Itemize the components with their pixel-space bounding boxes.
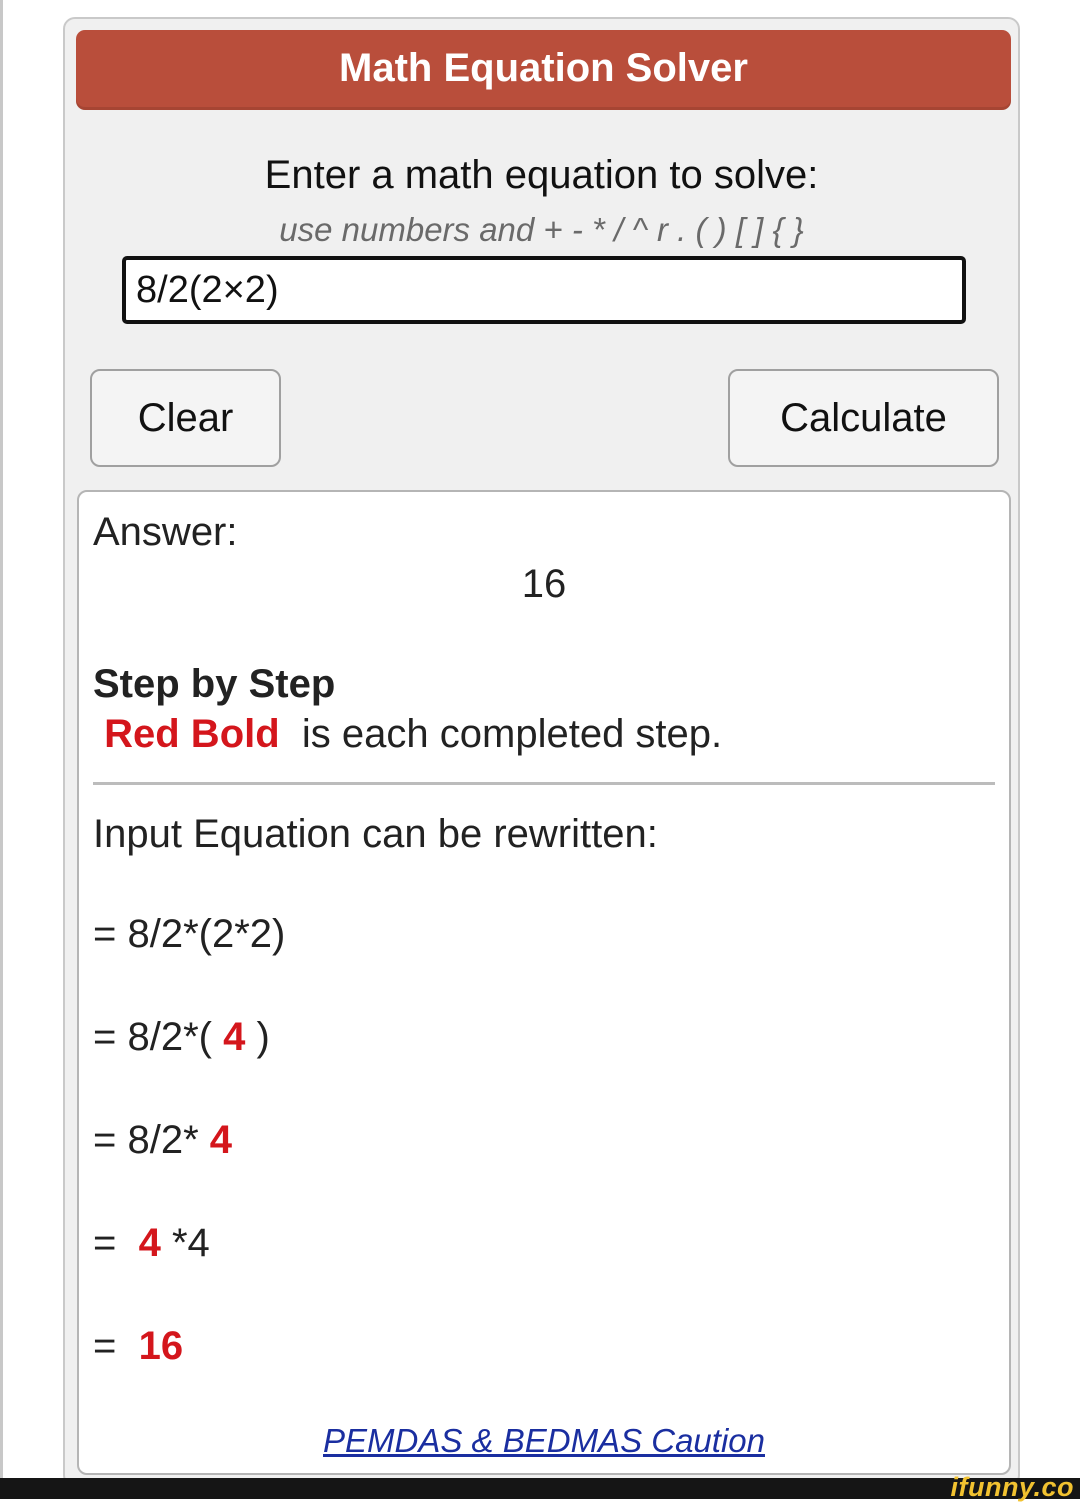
rewritten-label: Input Equation can be rewritten: bbox=[93, 812, 658, 856]
steps-heading: Step by Step bbox=[93, 662, 336, 706]
solver-panel bbox=[63, 17, 1020, 1487]
step-line-5 bbox=[93, 1324, 183, 1369]
step-line-4 bbox=[93, 1221, 210, 1266]
legend-red-bold: Red Bold bbox=[104, 712, 280, 756]
calculate-button[interactable]: Calculate bbox=[728, 369, 999, 467]
step-4-result: 4 bbox=[138, 1221, 161, 1265]
answer-value: 16 bbox=[521, 562, 567, 606]
steps-legend bbox=[93, 712, 722, 757]
pemdas-caution-link[interactable]: PEMDAS & BEDMAS Caution bbox=[323, 1422, 765, 1459]
footer-strip bbox=[0, 1478, 1080, 1499]
step-5-result: 16 bbox=[138, 1324, 184, 1368]
step-5-pre: = bbox=[93, 1324, 139, 1368]
step-3-pre: = 8/2* bbox=[93, 1118, 210, 1162]
equation-input[interactable] bbox=[122, 256, 966, 324]
step-2-result: 4 bbox=[223, 1015, 246, 1059]
ifunny-watermark: ifunny.co bbox=[950, 1472, 1074, 1502]
divider bbox=[93, 782, 995, 785]
step-line-1 bbox=[93, 912, 285, 957]
allowed-symbols-hint: use numbers and + - * / ^ r . ( ) [ ] { } bbox=[279, 211, 804, 248]
step-2-post: ) bbox=[245, 1015, 270, 1059]
step-1-pre: = 8/2*(2*2) bbox=[93, 912, 286, 956]
step-4-pre: = bbox=[93, 1221, 139, 1265]
answer-label: Answer: bbox=[93, 510, 238, 554]
answer-section bbox=[77, 490, 1011, 1475]
left-edge-line bbox=[0, 0, 3, 1478]
legend-description: is each completed step. bbox=[301, 712, 723, 756]
step-3-result: 4 bbox=[209, 1118, 233, 1162]
step-2-pre: = 8/2*( bbox=[93, 1015, 224, 1059]
app-title: Math Equation Solver bbox=[76, 30, 1011, 107]
clear-button[interactable]: Clear bbox=[90, 369, 281, 467]
step-line-2 bbox=[93, 1015, 270, 1060]
equation-prompt: Enter a math equation to solve: bbox=[264, 153, 819, 197]
step-line-3 bbox=[93, 1118, 232, 1163]
step-4-post: *4 bbox=[160, 1221, 210, 1265]
